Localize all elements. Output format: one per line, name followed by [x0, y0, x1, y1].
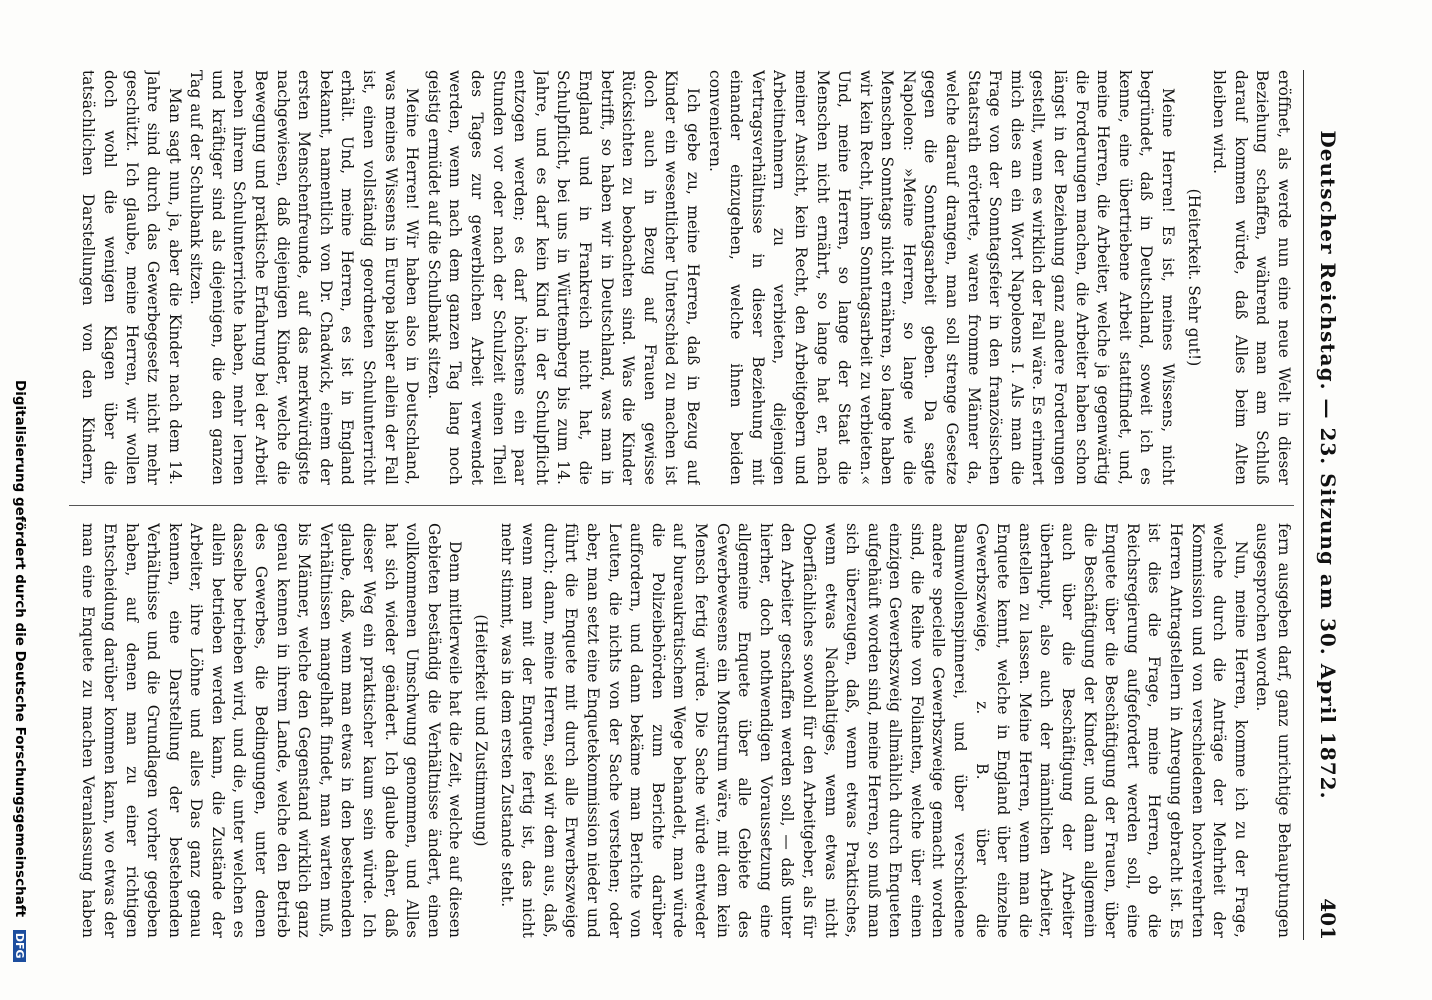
right-column [74, 523, 1294, 938]
paragraph: Denn mittlerweile hat die Zeit, welche auf diesen Gebieten beständig die Verhältnisse ändert, einen vollkommenen Umschwung genommen, und Alles hat sich wieder geändert. Ich glaube daher, daß dieser Weg ein praktischer kaum sein würde. Ich glaube, daß, wenn man etwas in den bestehenden Verhältnissen mangelhaft findet, man warten muß, bis Männer, welche den Gegenstand wirklich ganz genau kennen in ihrem Lande, welche den Betrieb des Gewerbes, die Bedingungen, unter denen dasselbe betrieben wird, und die, unter welchen es allein betrieben werden kann, die Zustände der Arbeiter, ihre Löhne und alles Das ganz genau kennen, eine Darstellung der bestehenden Verhältnisse und die Grundlagen vorher gegeben haben, auf denen man zu einer richtigen Entscheidung darüber kommen kann, wo etwas der man eine Enquete zu machen Veranlassung haben [79, 523, 465, 938]
audience-reaction: (Heiterkeit und Zustimmung) [472, 614, 491, 847]
paragraph: fern ausgeben darf, ganz unrichtige Behauptungen ausgesprochen worden. [1253, 523, 1293, 938]
left-column [74, 70, 1294, 485]
digitization-credit [8, 380, 28, 960]
page-number: 401 [1316, 898, 1340, 940]
paragraph: Meine Herren! Wir haben also in Deutschland, was meines Wissens in Europa bisher allein der Fall ist, einen vollständig geordneten Schulunterricht erhält. Und, meine Herren, es ist in England bekannt, namentlich von Dr. Chadwick, einem der ersten Menschenfreunde, auf das merkwürdigste nachgewiesen, daß diejenigen Kinder, welche die Bewegung und praktische Erfahrung bei der Arbeit neben ihrem Schulunterrichte haben, mehr lernen und kräftiger sind als diejenigen, die den ganzen Tag auf der Schulbank sitzen. [187, 70, 422, 485]
paragraph: Nun, meine Herren, komme ich zu der Frage, welche durch die Anträge der Mehrheit der Kommission und von verschiedenen hochverehrten Herren Antragstellern in Anregung gebracht ist. Es ist dies die Frage, meine Herren, ob die Reichsregierung aufgefordert werden soll, eine Enquete über die Beschäftigung der Frauen, über die Beschäftigung der Kinder, und dann allgemein auch über die Beschäftigung der Arbeiter überhaupt, also auch der männlichen Arbeiter, anstellen zu lassen. Meine Herren, wenn man die Enquete kennt, welche in England über einzelne Gewerbszweige, z. B. über die Baumwollenspinnerei, und über verschiedene andere specielle Gewerbszweige gemacht worden sind, die Reihe von Folianten, welche über einen einzigen Gewerbszweig allmählich durch Enqueten aufgehäuft worden sind, meine Herren, so muß man sich überzeugen, daß, wenn etwas Praktisches, wenn etwas Nachhaltiges, wenn etwas nicht Oberflächliches sowohl für den Arbeitgeber, als für den Arbeiter geschaffen werden soll, — daß unter hierher, doch nothwendigen Voraussetzung eine allgemeine Enquete über alle Gebiete des Gewerbewesens ein Monstrum wäre, mit dem kein Mensch fertig würde. Die Sache würde entweder auf bureaukratischem Wege behandelt, man würde die Polizeibehörden zum Berichte darüber auffordern, und dann bekäme man Berichte von Leuten, die nichts von der Sache verstehen; oder aber, man setzt eine Enquetekommission nieder und führt die Enquete mit durch alle Erwerbszweige durch; dann, meine Herren, seid wir dem aus, daß, wenn man mit der Enquete fertig ist, das nicht mehr stimmt, was in dem ersten Zustande steht. [497, 523, 1250, 938]
running-title: Deutscher Reichstag. — 23. Sitzung am 30. April 1872. [1316, 130, 1340, 800]
header-rule [1303, 70, 1304, 940]
dfg-logo: DFG [14, 930, 27, 962]
paragraph: Man sagt nun, ja, aber die Kinder nach dem 14. Jahre sind durch das Gewerbegesetz nicht mehr geschützt. Ich glaube, meine Herren, wir wollen doch wohl die wenigen Klagen über die tatsächlichen Darstellungen von den Kindern, [79, 70, 184, 485]
page-header [1306, 70, 1340, 940]
audience-reaction: (Heiterkeit. Sehr gut!) [1184, 188, 1203, 367]
paragraph: Meine Herren! Es ist, meines Wissens, nicht begründet, daß in Deutschland, soweit ich es kenne, eine übertriebene Arbeit stattfindet, und, meine Herren, die Arbeiter, welche ja gegenwärtig die Forderungen machen, die Arbeiter haben schon längst in der Beziehung ganz andere Forderungen gestellt, wenn es wirklich der Fall wäre. Es erinnert mich dies an ein Wort Napoleons I. Als man die Frage von der Sonntagsfeier in den französischen Staatsrath erörterte, waren fromme Männer da, welche darauf drangen, man soll strenge Gesetze gegen die Sonntagsarbeit geben. Da sagte Napoleon: »Meine Herren, so lange wie die Menschen Sonntags nicht ernähren, so lange haben wir kein Recht, ihnen Sonntagsarbeit zu verbieten.« Und, meine Herren, so lange der Staat die Menschen nicht ernährt, so lange hat er, nach meiner Ansicht, kein Recht, den Arbeitgebern und Arbeitnehmern zu verbieten, diejenigen Vertragsverhältnisse in dieser Beziehung mit einander einzugehen, welche ihnen beiden convenieren. [705, 70, 1178, 485]
paragraph: eröffnet, als werde nun eine neue Welt in dieser Beziehung schaffen, während man am Schluß darauf kommen würde, daß Alles beim Alten bleiben wird. [1210, 70, 1293, 485]
column-separator [69, 505, 1294, 506]
paragraph: Ich gebe zu, meine Herren, daß in Bezug auf Kinder ein wesentlicher Unterschied zu machen ist doch auch in Bezug auf Frauen gewisse Rücksichten zu beobachten sind. Was die Kinder betrifft, so haben wir in Deutschland, was man in England und in Frankreich nicht hat, die Schulpflicht, bei uns in Württemberg bis zum 14. Jahre, und es darf kein Kind in der Schulpflicht entzogen werden; es darf höchstens ein paar Stunden vor oder nach der Schulzeit einen Theil des Tages zur gewerblichen Arbeit verwendet werden, wenn nach dem ganzen Tag lang noch geistig ermüdet auf die Schulbank sitzen. [424, 70, 702, 485]
credit-text: Digitalisierung gefördert durch die Deutsche Forschungsgemeinschaft [12, 380, 28, 918]
